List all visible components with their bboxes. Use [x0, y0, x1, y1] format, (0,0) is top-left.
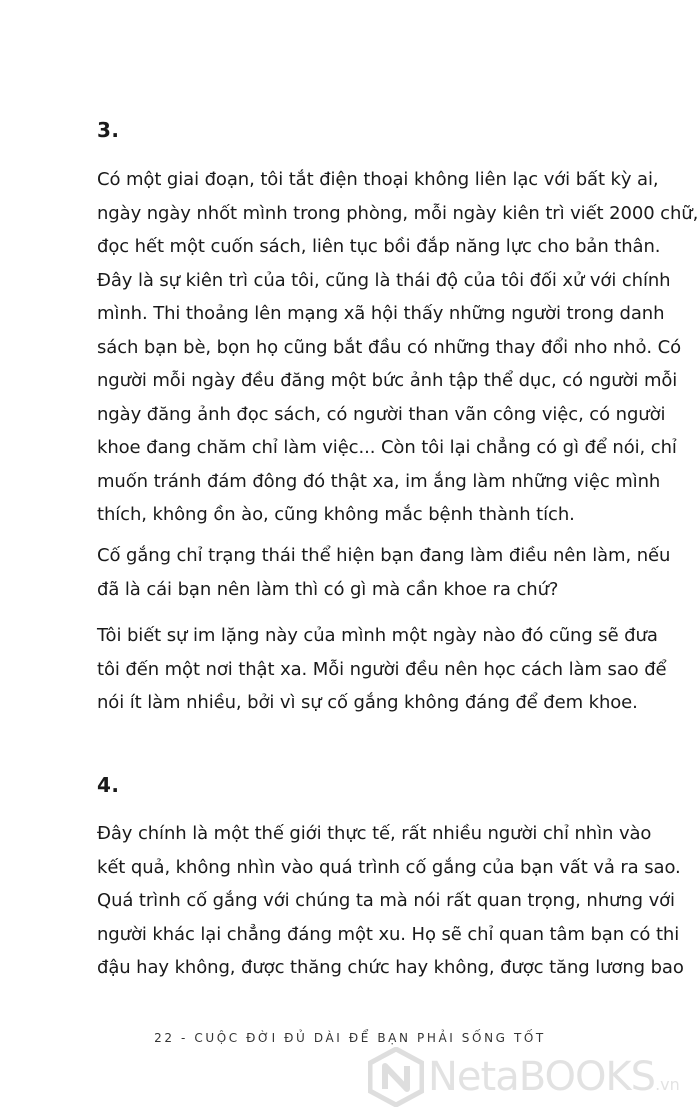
text-line: đậu hay không, được thăng chức hay không, được tăng lương bao [97, 957, 684, 978]
text-line: thích, không ồn ào, cũng không mắc bệnh thành tích. [97, 504, 575, 525]
text-line: Đây chính là một thế giới thực tế, rất nhiều người chỉ nhìn vào [97, 823, 652, 844]
paragraph-3-2 [97, 539, 671, 606]
text-line: nói ít làm nhiều, bởi vì sự cố gắng không đáng để đem khoe. [97, 692, 638, 713]
text-line: muốn tránh đám đông đó thật xa, im ắng làm những việc mình [97, 470, 661, 492]
paragraph-3-3 [97, 619, 667, 720]
watermark [368, 1040, 698, 1114]
text-line: sách bạn bè, bọn họ cũng bắt đầu có những thay đổi nho nhỏ. Có [97, 336, 682, 358]
text-line: Có một giai đoạn, tôi tắt điện thoại không liên lạc với bất kỳ ai, [97, 169, 659, 190]
watermark-suffix: .vn [655, 1075, 680, 1094]
text-line: kết quả, không nhìn vào quá trình cố gắng của bạn vất vả ra sao. [97, 856, 681, 878]
text-line: người mỗi ngày đều đăng một bức ảnh tập thể dục, có người mỗi [97, 370, 678, 391]
paragraph-3-1 [97, 163, 699, 532]
text-line: đã là cái bạn nên làm thì có gì mà cần khoe ra chứ? [97, 578, 559, 600]
watermark-brand-name: NetaBOOKS [428, 1054, 656, 1100]
text-line: Quá trình cố gắng với chúng ta mà nói rất quan trọng, nhưng với [97, 890, 675, 911]
page-footer: 22 - CUỘC ĐỜI ĐỦ DÀI ĐỂ BẠN PHẢI SỐNG TỐT [154, 1031, 546, 1045]
text-line: mình. Thi thoảng lên mạng xã hội thấy những người trong danh [97, 303, 665, 324]
section-heading-3: 3. [97, 118, 120, 142]
text-line: người khác lại chẳng đáng một xu. Họ sẽ chỉ quan tâm bạn có thi [97, 923, 680, 945]
text-line: khoe đang chăm chỉ làm việc... Còn tôi lại chẳng có gì để nói, chỉ [97, 437, 677, 458]
text-line: Đây là sự kiên trì của tôi, cũng là thái độ của tôi đối xử với chính [97, 269, 671, 291]
text-line: Tôi biết sự im lặng này của mình một ngày nào đó cũng sẽ đưa [97, 625, 658, 646]
text-line: đọc hết một cuốn sách, liên tục bồi đắp năng lực cho bản thân. [97, 236, 661, 257]
text-line: tôi đến một nơi thật xa. Mỗi người đều nên học cách làm sao để [97, 658, 667, 680]
watermark-brand [428, 1054, 680, 1100]
paragraph-4-1 [97, 817, 684, 985]
text-line: Cố gắng chỉ trạng thái thể hiện bạn đang làm điều nên làm, nếu [97, 545, 671, 566]
section-heading-4: 4. [97, 773, 120, 797]
text-line: ngày ngày nhốt mình trong phòng, mỗi ngày kiên trì viết 2000 chữ, [97, 202, 699, 224]
text-line: ngày đăng ảnh đọc sách, có người than vãn công việc, có người [97, 403, 666, 425]
neta-logo-icon [368, 1047, 424, 1107]
